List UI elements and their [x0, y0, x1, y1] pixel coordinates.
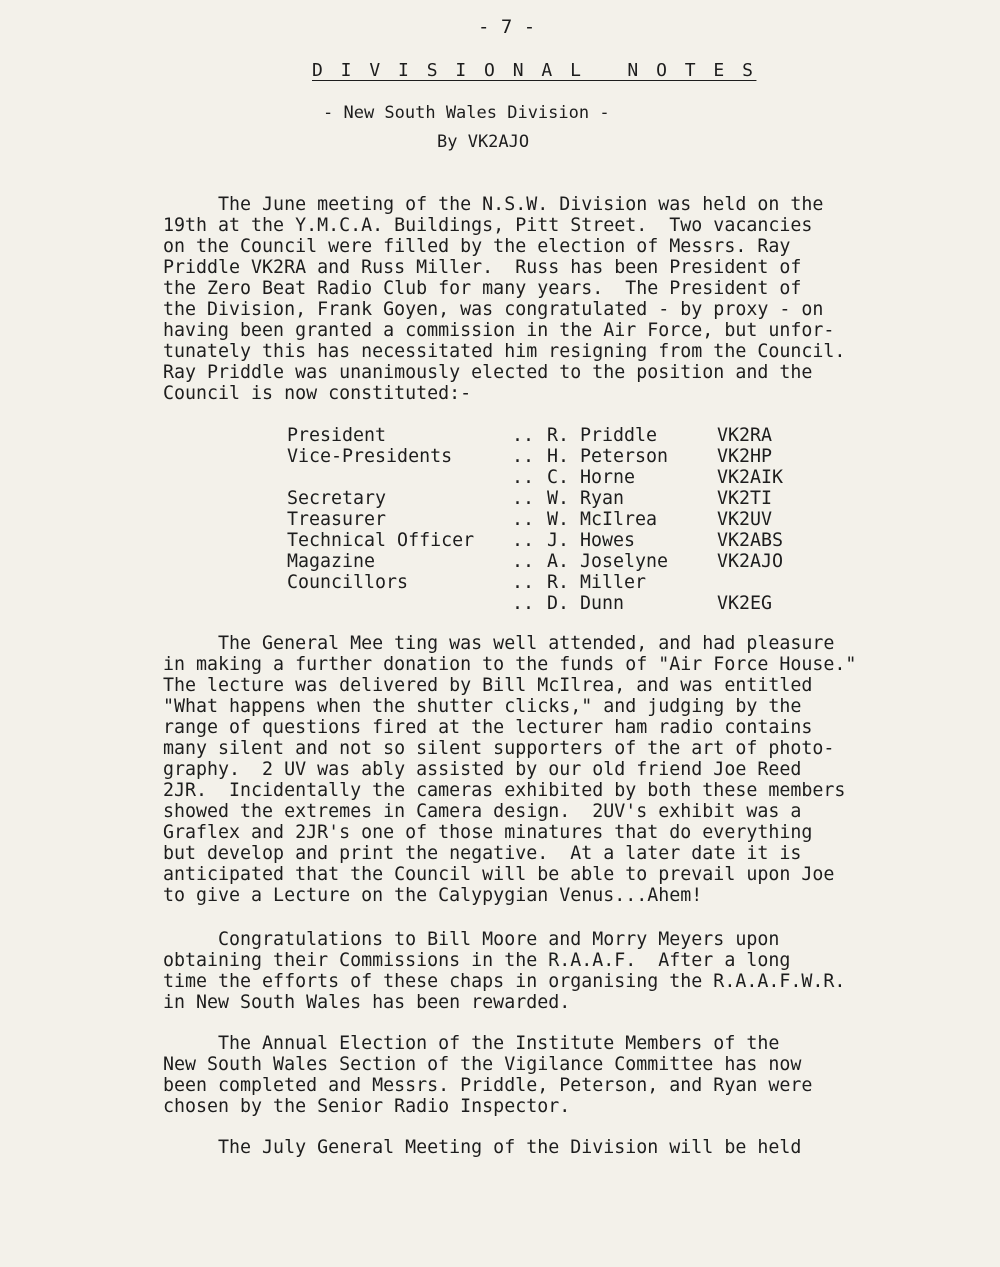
roster-separator: .. — [512, 467, 535, 488]
roster-name: C. Horne — [547, 467, 636, 488]
roster-role: Treasurer — [287, 509, 387, 530]
council-roster — [287, 425, 807, 614]
text-line: The June meeting of the N.S.W. Division was held on the — [163, 194, 824, 215]
roster-name: J. Howes — [547, 530, 636, 551]
paragraph-annual-election — [163, 1033, 953, 1117]
roster-row — [287, 446, 807, 467]
roster-separator: .. — [512, 425, 535, 446]
roster-name: R. Miller — [547, 572, 647, 593]
roster-separator: .. — [512, 572, 535, 593]
roster-row — [287, 593, 807, 614]
text-line: The Annual Election of the Institute Members of the — [163, 1033, 780, 1054]
text-line: Ray Priddle was unanimously elected to the position and the — [163, 362, 813, 383]
text-line: showed the extremes in Camera design. 2UV's exhibit was a — [163, 801, 802, 822]
page-number: - 7 - — [478, 16, 536, 38]
roster-callsign: VK2AJO — [717, 551, 784, 572]
text-line: chosen by the Senior Radio Inspector. — [163, 1096, 571, 1117]
paragraph-general-meeting — [163, 633, 953, 906]
roster-row — [287, 509, 807, 530]
text-line: the Division, Frank Goyen, was congratulated - by proxy - on — [163, 299, 824, 320]
text-line: the Zero Beat Radio Club for many years. The President of — [163, 278, 802, 299]
text-line: many silent and not so silent supporters of the art of photo- — [163, 738, 835, 759]
text-line: New South Wales Section of the Vigilance Committee has now — [163, 1054, 802, 1075]
roster-name: W. Ryan — [547, 488, 625, 509]
roster-separator: .. — [512, 488, 535, 509]
roster-role: Technical Officer — [287, 530, 475, 551]
roster-separator: .. — [512, 509, 535, 530]
roster-row — [287, 467, 807, 488]
roster-separator: .. — [512, 593, 535, 614]
roster-callsign: VK2ABS — [717, 530, 784, 551]
text-line: The July General Meeting of the Division will be held — [163, 1137, 802, 1158]
division-subheading: - New South Wales Division - — [323, 103, 610, 123]
text-line: obtaining their Commissions in the R.A.A.F. After a long — [163, 950, 791, 971]
text-line: Council is now constituted:- — [163, 383, 472, 404]
paragraph-june-meeting — [163, 194, 953, 404]
roster-callsign: VK2UV — [717, 509, 773, 530]
roster-name: D. Dunn — [547, 593, 625, 614]
roster-role: President — [287, 425, 387, 446]
roster-name: A. Joselyne — [547, 551, 669, 572]
page-title: D I V I S I O N A L N O T E S — [312, 60, 757, 81]
roster-callsign: VK2TI — [717, 488, 773, 509]
text-line: The lecture was delivered by Bill McIlrea, and was entitled — [163, 675, 813, 696]
roster-name: R. Priddle — [547, 425, 658, 446]
text-line: The General Mee ting was well attended, and had pleasure — [163, 633, 835, 654]
text-line: "What happens when the shutter clicks," and judging by the — [163, 696, 802, 717]
text-line: Graflex and 2JR's one of those minatures that do everything — [163, 822, 813, 843]
paragraph-congratulations — [163, 929, 953, 1013]
roster-row — [287, 530, 807, 551]
text-line: having been granted a commission in the Air Force, but unfor- — [163, 320, 835, 341]
roster-row — [287, 572, 807, 593]
roster-row — [287, 488, 807, 509]
roster-callsign: VK2EG — [717, 593, 773, 614]
text-line: 19th at the Y.M.C.A. Buildings, Pitt Street. Two vacancies — [163, 215, 813, 236]
roster-callsign: VK2RA — [717, 425, 773, 446]
text-line: Congratulations to Bill Moore and Morry Meyers upon — [163, 929, 780, 950]
roster-callsign: VK2AIK — [717, 467, 784, 488]
text-line: 2JR. Incidentally the cameras exhibited by both these members — [163, 780, 846, 801]
text-line: time the efforts of these chaps in organising the R.A.A.F.W.R. — [163, 971, 846, 992]
roster-role — [287, 467, 512, 488]
text-line: graphy. 2 UV was ably assisted by our old friend Joe Reed — [163, 759, 802, 780]
text-line: to give a Lecture on the Calypygian Venus...Ahem! — [163, 885, 703, 906]
roster-role: Vice-Presidents — [287, 446, 453, 467]
roster-row — [287, 551, 807, 572]
roster-name: W. McIlrea — [547, 509, 658, 530]
roster-role — [287, 593, 512, 614]
roster-role: Councillors — [287, 572, 409, 593]
text-line: Priddle VK2RA and Russ Miller. Russ has been President of — [163, 257, 802, 278]
text-line: range of questions fired at the lecturer ham radio contains — [163, 717, 813, 738]
roster-role: Secretary — [287, 488, 387, 509]
paragraph-july-meeting — [163, 1137, 953, 1158]
text-line: but develop and print the negative. At a later date it is — [163, 843, 802, 864]
roster-separator: .. — [512, 446, 535, 467]
roster-row — [287, 425, 807, 446]
roster-callsign — [717, 572, 807, 593]
roster-separator: .. — [512, 551, 535, 572]
text-line: in New South Wales has been rewarded. — [163, 992, 571, 1013]
byline: By VK2AJO — [437, 132, 530, 152]
roster-name: H. Peterson — [547, 446, 669, 467]
roster-role: Magazine — [287, 551, 376, 572]
text-line: in making a further donation to the funds of "Air Force House." — [163, 654, 857, 675]
roster-callsign: VK2HP — [717, 446, 773, 467]
text-line: been completed and Messrs. Priddle, Peterson, and Ryan were — [163, 1075, 813, 1096]
text-line: anticipated that the Council will be able to prevail upon Joe — [163, 864, 835, 885]
text-line: tunately this has necessitated him resigning from the Council. — [163, 341, 846, 362]
text-line: on the Council were filled by the election of Messrs. Ray — [163, 236, 791, 257]
roster-separator: .. — [512, 530, 535, 551]
